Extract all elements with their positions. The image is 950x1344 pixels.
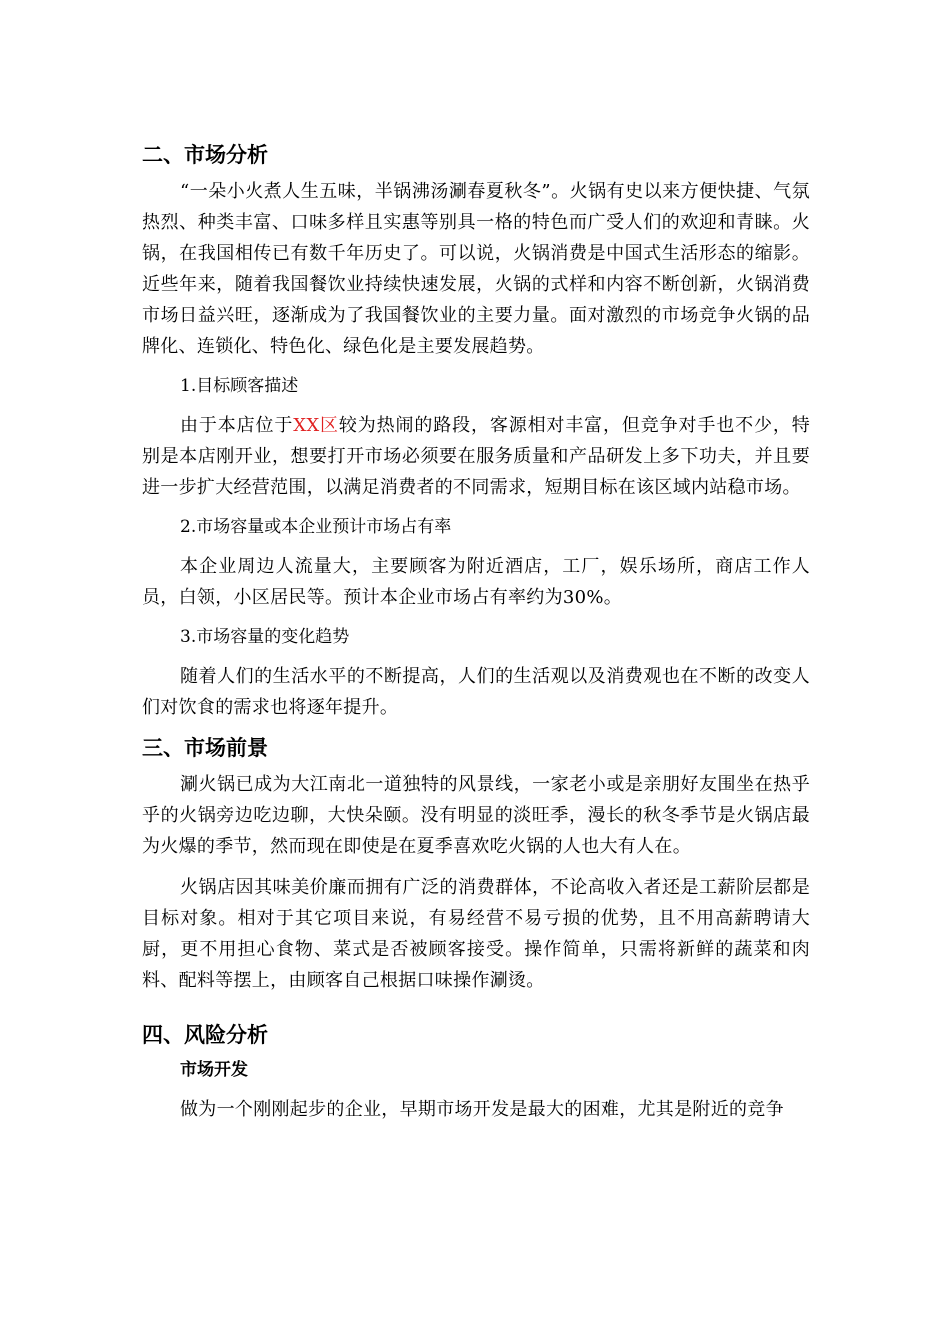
section-heading-market-analysis: 二、市场分析 [142, 143, 268, 167]
subheading-target-customers: 1.目标顾客描述 [180, 376, 299, 396]
market-prospect-paragraph-1: 涮火锅已成为大江南北一道独特的风景线，一家老小或是亲朋好友围坐在热乎乎的火锅旁边吃边聊，大快朵颐。没有明显的淡旺季，漫长的秋冬季节是火锅店最为火爆的季节，然而现在即使是在夏季喜欢吃火锅的人也大有人在。 [142, 774, 810, 857]
section-heading-market-prospect: 三、市场前景 [142, 736, 268, 760]
subheading-market-share: 2.市场容量或本企业预计市场占有率 [180, 517, 452, 537]
target-customers-paragraph [142, 410, 810, 503]
market-trend-paragraph: 随着人们的生活水平的不断提高，人们的生活观以及消费观也在不断的改变人们对饮食的需求也将逐年提升。 [142, 666, 810, 718]
target-customers-text-post: 较为热闹的路段，客源相对丰富，但竞争对手也不少，特别是本店刚开业，想要打开市场必须要在服务质量和产品研发上多下功夫，并且要进一步扩大经营范围，以满足消费者的不同需求，短期目标在该区域内站稳市场。 [142, 415, 811, 498]
subheading-market-trend: 3.市场容量的变化趋势 [180, 627, 350, 647]
subheading-market-development: 市场开发 [180, 1060, 248, 1080]
market-share-paragraph: 本企业周边人流量大，主要顾客为附近酒店，工厂，娱乐场所，商店工作人员，白领，小区居民等。预计本企业市场占有率约为30%。 [142, 556, 810, 608]
document-body [142, 140, 810, 1125]
market-analysis-intro: “一朵小火煮人生五味，半锅沸汤涮春夏秋冬”。火锅有史以来方便快捷、气氛热烈、种类丰富、口味多样且实惠等别具一格的特色而广受人们的欢迎和青睐。火锅，在我国相传已有数千年历史了。可以说，火锅消费是中国式生活形态的缩影。近些年来，随着我国餐饮业持续快速发展，火锅的式样和内容不断创新，火锅消费市场日益兴旺，逐渐成为了我国餐饮业的主要力量。面对激烈的市场竞争火锅的品牌化、连锁化、特色化、绿色化是主要发展趋势。 [142, 181, 810, 357]
market-development-paragraph: 做为一个刚刚起步的企业，早期市场开发是最大的困难，尤其是附近的竞争 [180, 1099, 784, 1120]
section-heading-risk-analysis: 四、风险分析 [142, 1023, 268, 1047]
target-customers-text-pre: 由于本店位于 [180, 415, 294, 436]
market-prospect-paragraph-2: 火锅店因其味美价廉而拥有广泛的消费群体，不论高收入者还是工薪阶层都是目标对象。相对于其它项目来说，有易经营不易亏损的优势，且不用高薪聘请大厨，更不用担心食物、菜式是否被顾客接受。操作简单，只需将新鲜的蔬菜和肉料、配料等摆上，由顾客自己根据口味操作涮烫。 [142, 877, 810, 991]
location-placeholder: XX区 [293, 415, 339, 436]
